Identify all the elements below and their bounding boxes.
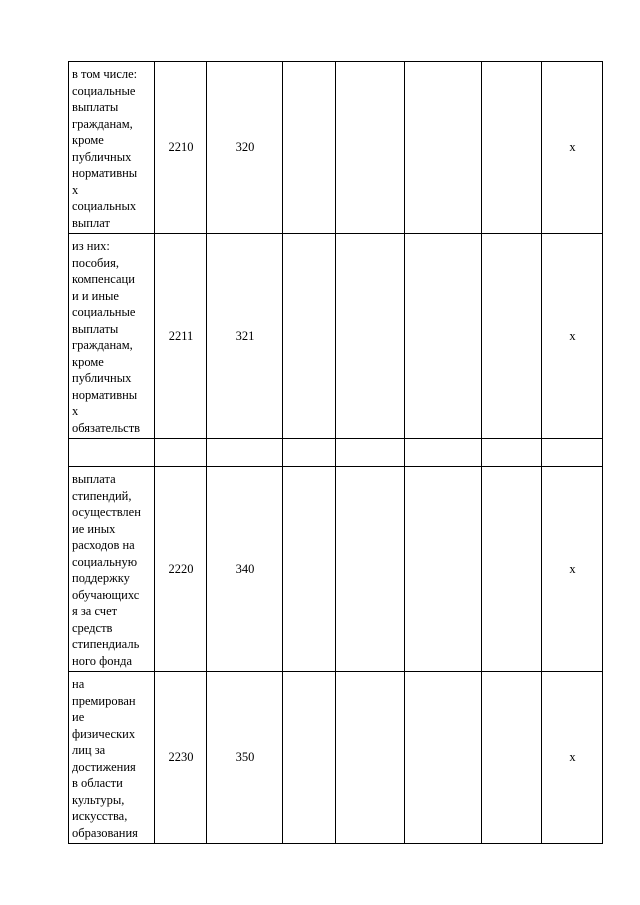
empty-cell [283, 672, 336, 844]
row-name-cell: из них: пособия, компенсаци и и иные социальные выплаты гражданам, кроме публичных нормативны х обязательств [69, 234, 155, 439]
row-name-cell: в том числе: социальные выплаты гражданам, кроме публичных нормативны х социальных выплат [69, 62, 155, 234]
empty-cell [336, 62, 405, 234]
empty-cell [405, 672, 482, 844]
mark-cell: x [542, 234, 603, 439]
table-row [69, 467, 603, 672]
kbk-code-cell: 320 [207, 62, 283, 234]
row-name-cell: выплата стипендий, осуществлен ие иных расходов на социальную поддержку обучающихс я за счет средств стипендиаль ного фонда [69, 467, 155, 672]
kbk-code-cell: 350 [207, 672, 283, 844]
empty-cell [482, 467, 542, 672]
empty-cell [482, 234, 542, 439]
mark-cell: x [542, 672, 603, 844]
empty-cell [405, 439, 482, 467]
line-code-cell: 2211 [155, 234, 207, 439]
mark-cell: x [542, 62, 603, 234]
row-name-cell [69, 439, 155, 467]
empty-cell [336, 672, 405, 844]
table-row [69, 672, 603, 844]
kbk-code-cell [207, 439, 283, 467]
empty-cell [405, 234, 482, 439]
row-name-cell: на премирован ие физических лиц за достижения в области культуры, искусства, образования [69, 672, 155, 844]
empty-cell [283, 234, 336, 439]
empty-cell [482, 62, 542, 234]
table-row [69, 62, 603, 234]
budget-table [68, 61, 603, 844]
empty-cell [283, 467, 336, 672]
empty-cell [336, 439, 405, 467]
mark-cell: x [542, 467, 603, 672]
empty-cell [482, 439, 542, 467]
empty-cell [405, 62, 482, 234]
empty-cell [482, 672, 542, 844]
empty-cell [336, 234, 405, 439]
mark-cell [542, 439, 603, 467]
empty-cell [405, 467, 482, 672]
kbk-code-cell: 321 [207, 234, 283, 439]
table-row [69, 439, 603, 467]
empty-cell [336, 467, 405, 672]
line-code-cell: 2220 [155, 467, 207, 672]
line-code-cell: 2210 [155, 62, 207, 234]
kbk-code-cell: 340 [207, 467, 283, 672]
line-code-cell [155, 439, 207, 467]
line-code-cell: 2230 [155, 672, 207, 844]
empty-cell [283, 62, 336, 234]
empty-cell [283, 439, 336, 467]
table-row [69, 234, 603, 439]
